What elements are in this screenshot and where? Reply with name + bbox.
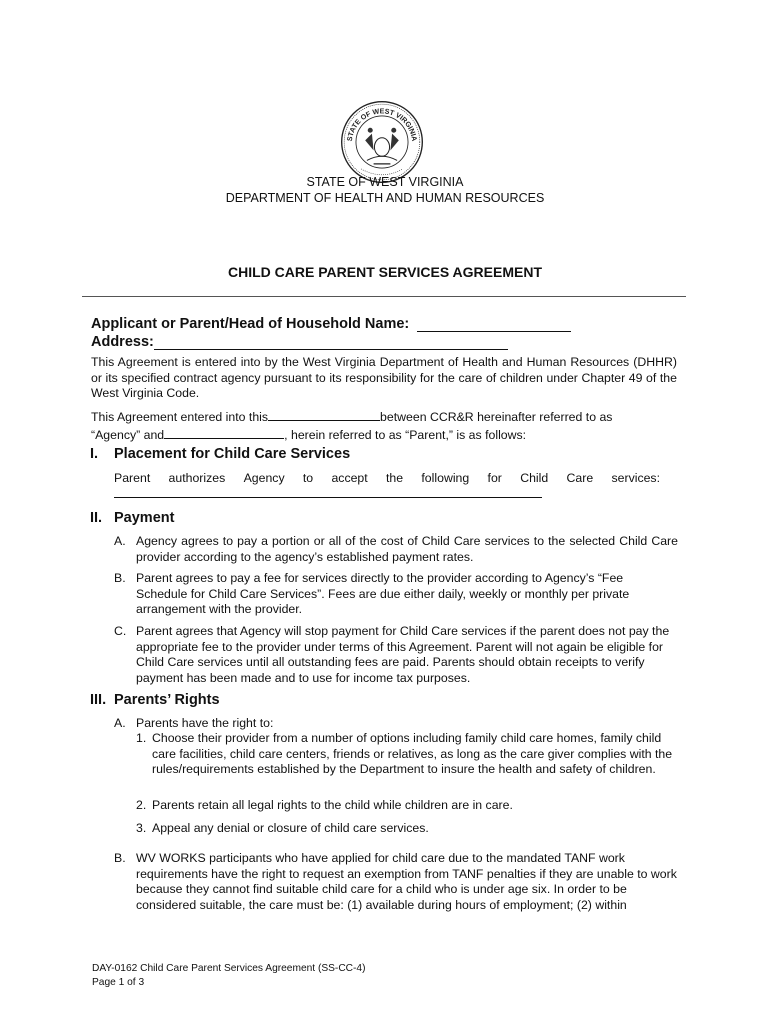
placement-word: following (421, 471, 470, 485)
services-field[interactable] (114, 497, 542, 498)
state-name: STATE OF WEST VIRGINIA (306, 175, 464, 189)
placement-sentence (114, 471, 660, 487)
rights-subitem-1 (136, 731, 676, 778)
rights-subitem-3 (136, 821, 676, 837)
section-3-heading (90, 692, 220, 708)
section-1-title: Placement for Child Care Services (114, 446, 351, 462)
department-name: DEPARTMENT OF HEALTH AND HUMAN RESOURCES (225, 191, 545, 205)
placement-word: services: (611, 471, 660, 485)
agreement-date-field[interactable] (268, 408, 380, 421)
placement-word: Parent (114, 471, 151, 485)
address-field[interactable] (154, 335, 508, 350)
section-1-number: I. (90, 446, 99, 462)
intro-paragraph: This Agreement is entered into by the West Virginia Department of Health and Human Resources (DHHR) or its specified contract agency pursuant to its responsibility for the care of children under Chapter 49 of the West Virginia Code. (91, 355, 677, 400)
item-marker: B. (114, 851, 126, 865)
page-footer (92, 962, 365, 990)
document-title: CHILD CARE PARENT SERVICES AGREEMENT (228, 264, 542, 280)
form-number: DAY-0162 Child Care Parent Services Agreement (SS-CC-4) (92, 963, 366, 974)
applicant-name-row (91, 316, 571, 332)
parent-label-prefix: “Agency” and (91, 427, 165, 442)
item-text: Parent agrees to pay a fee for services directly to the provider according to Agency’s “Fee Schedule for Child Care Services”. Fees are due either daily, weekly or monthly per private arrangement with the provider. (136, 571, 630, 616)
placement-word: for (487, 471, 502, 485)
subitem-text: Parents retain all legal rights to the child while children are in care. (152, 798, 513, 812)
placement-word: Child (520, 471, 549, 485)
item-marker: A. (114, 716, 126, 730)
payment-item-b (114, 571, 654, 618)
section-2-heading (90, 510, 174, 526)
section-1-heading (90, 446, 350, 462)
subitem-marker: 3. (136, 821, 147, 835)
title-divider (82, 296, 686, 297)
parent-label-suffix: , herein referred to as “Parent,” is as follows: (284, 427, 527, 442)
placement-word: Agency (243, 471, 285, 485)
item-marker: C. (114, 624, 127, 638)
svg-text:STATE OF WEST VIRGINIA: STATE OF WEST VIRGINIA (345, 107, 419, 142)
placement-word: the (385, 471, 404, 485)
agency-label: between CCR&R hereinafter referred to as (380, 410, 613, 424)
agreement-parties-paragraph (91, 408, 677, 443)
address-row (91, 334, 508, 350)
item-text: Agency agrees to pay a portion or all of the cost of Child Care services to the selected Child Care provider according to the agency’s established payment rates. (136, 534, 678, 564)
section-3-title: Parents’ Rights (114, 692, 220, 708)
placement-word: to (302, 471, 314, 485)
page-number: Page 1 of 3 (92, 977, 145, 988)
placement-word: authorizes (168, 471, 226, 485)
parent-name-field[interactable] (164, 426, 284, 439)
rights-item-a (114, 716, 674, 732)
applicant-name-label: Applicant or Parent/Head of Household Name: (91, 316, 410, 332)
subitem-text: Appeal any denial or closure of child care services. (152, 821, 429, 835)
item-text: Parent agrees that Agency will stop payment for Child Care services if the parent does not pay the appropriate fee to the provider under terms of this Agreement. Parent will not again be eligible for Child Care services until all outstanding fees are paid. Parents should obtain receipts to verify payment has been made and to use for income tax purposes. (136, 624, 670, 685)
payment-item-c (114, 624, 678, 686)
state-seal-icon (340, 100, 424, 184)
placement-word: accept (331, 471, 368, 485)
subitem-marker: 1. (136, 731, 147, 745)
subitem-marker: 2. (136, 798, 147, 812)
section-2-number: II. (90, 510, 103, 526)
section-2-title: Payment (114, 510, 175, 526)
item-marker: A. (114, 534, 126, 548)
agreement-date-label: This Agreement entered into this (91, 410, 269, 424)
item-text: WV WORKS participants who have applied for child care due to the mandated TANF work requirements have the right to request an exemption from TANF penalties if they are unable to work because they cannot find suitable child care for a child who is under age six. In order to be considered suitable, the care must be: (1) available during hours of employment; (2) within (136, 851, 677, 912)
item-marker: B. (114, 571, 126, 585)
applicant-name-field[interactable] (417, 317, 571, 332)
item-text: Parents have the right to: (136, 716, 274, 730)
section-3-number: III. (90, 692, 107, 708)
rights-subitem-2 (136, 798, 676, 814)
address-label: Address: (91, 334, 154, 350)
payment-item-a (114, 534, 678, 565)
placement-word: Care (566, 471, 594, 485)
rights-item-b (114, 851, 678, 913)
subitem-text: Choose their provider from a number of options including family child care homes, family child care facilities, child care centers, friends or relatives, as long as the care giver complies with the rules/requirements established by the Department to insure the health and safety of children. (152, 731, 673, 776)
